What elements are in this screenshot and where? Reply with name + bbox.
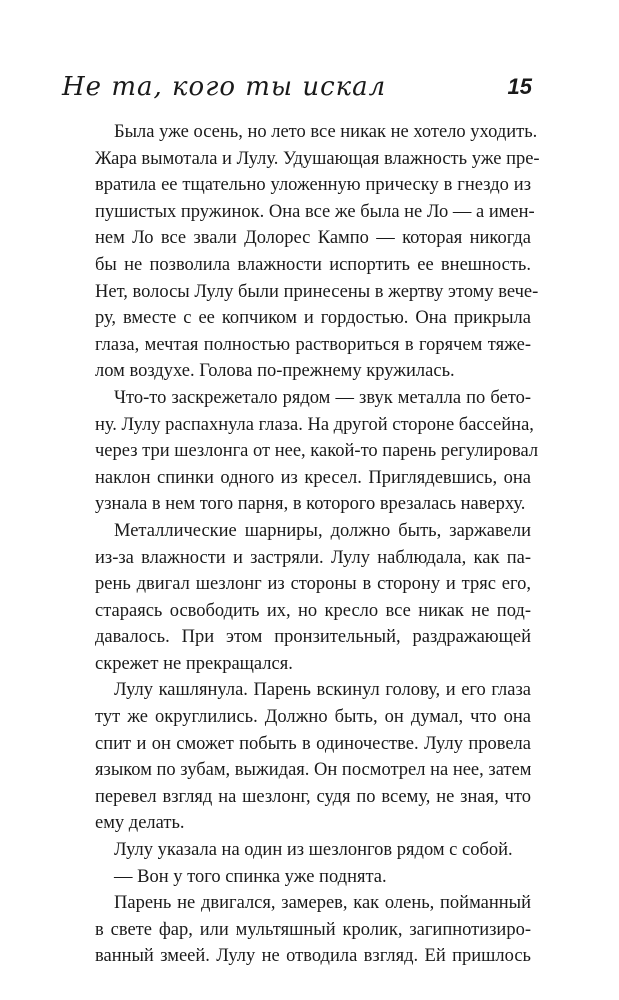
paragraph	[95, 677, 531, 837]
paragraph	[95, 385, 539, 518]
text-line: ванный змеей. Лулу не отводила взгляд. Ей пришлось	[95, 946, 531, 967]
text-line: — Вон у того спинка уже поднята.	[114, 866, 387, 887]
text-line: Парень не двигался, замерев, как олень, пойманный	[114, 893, 531, 914]
paragraph	[95, 837, 531, 864]
text-line: ру, вместе с ее копчиком и гордостью. Она прикрыла	[95, 308, 531, 329]
paragraph	[95, 890, 531, 970]
text-line: Что-то заскрежетало рядом — звук металла по бето-	[114, 387, 531, 408]
text-line: перевел взгляд на шезлонг, судя по всему, не зная, что	[95, 786, 531, 807]
text-line: Лулу указала на один из шезлонгов рядом с собой.	[114, 840, 513, 861]
text-line: вратила ее тщательно уложенную прическу в гнездо из	[95, 175, 531, 196]
text-line: Нет, волосы Лулу были принесены в жертву этому вече-	[95, 281, 539, 302]
text-line: из-за влажности и застряли. Лулу наблюдала, как па-	[95, 547, 531, 568]
running-title: Не та, кого ты искал	[62, 72, 387, 102]
text-line: лом воздухе. Голова по-прежнему кружилась.	[95, 361, 455, 382]
text-line: ему делать.	[95, 813, 185, 834]
text-line: стараясь освободить их, но кресло все никак не под-	[95, 600, 531, 621]
text-line: узнала в нем того парня, в которого врезалась наверху.	[95, 494, 526, 515]
paragraph	[95, 864, 531, 891]
text-line: спит и он сможет побыть в одиночестве. Лулу провела	[95, 733, 531, 754]
text-line: в свете фар, или мультяшный кролик, загипнотизиро-	[95, 919, 531, 940]
text-line: языком по зубам, выжидая. Он посмотрел на нее, затем	[95, 760, 532, 781]
text-line: через три шезлонга от нее, какой-то парень регулировал	[95, 441, 539, 462]
text-line: рень двигал шезлонг из стороны в сторону и тряс его,	[95, 574, 531, 595]
text-line: Лулу кашлянула. Парень вскинул голову, и его глаза	[114, 680, 531, 701]
paragraph	[95, 119, 540, 385]
text-line: Металлические шарниры, должно быть, заржавели	[114, 520, 531, 541]
text-line: скрежет не прекращался.	[95, 653, 293, 674]
text-line: бы не позволила влажности испортить ее внешность.	[95, 254, 531, 275]
text-line: тут же округлились. Должно быть, он думал, что она	[95, 707, 531, 728]
page-header	[62, 66, 532, 106]
text-line: Жара вымотала и Лулу. Удушающая влажность уже пре-	[95, 148, 540, 169]
text-line: наклон спинки одного из кресел. Приглядевшись, она	[95, 467, 531, 488]
body-text	[95, 119, 540, 970]
paragraph	[95, 518, 531, 678]
text-line: глаза, мечтая полностью раствориться в горячем тяже-	[95, 334, 531, 355]
text-line: нем Ло все звали Долорес Кампо — которая никогда	[95, 228, 531, 249]
text-line: Была уже осень, но лето все никак не хотело уходить.	[114, 122, 538, 142]
text-line: ну. Лулу распахнула глаза. На другой стороне бассейна,	[95, 414, 534, 435]
page-number: 15	[507, 74, 532, 99]
text-line: давалось. При этом пронзительный, раздражающей	[95, 627, 531, 648]
text-line: пушистых пружинок. Она все же была не Ло — а имен-	[95, 201, 535, 222]
